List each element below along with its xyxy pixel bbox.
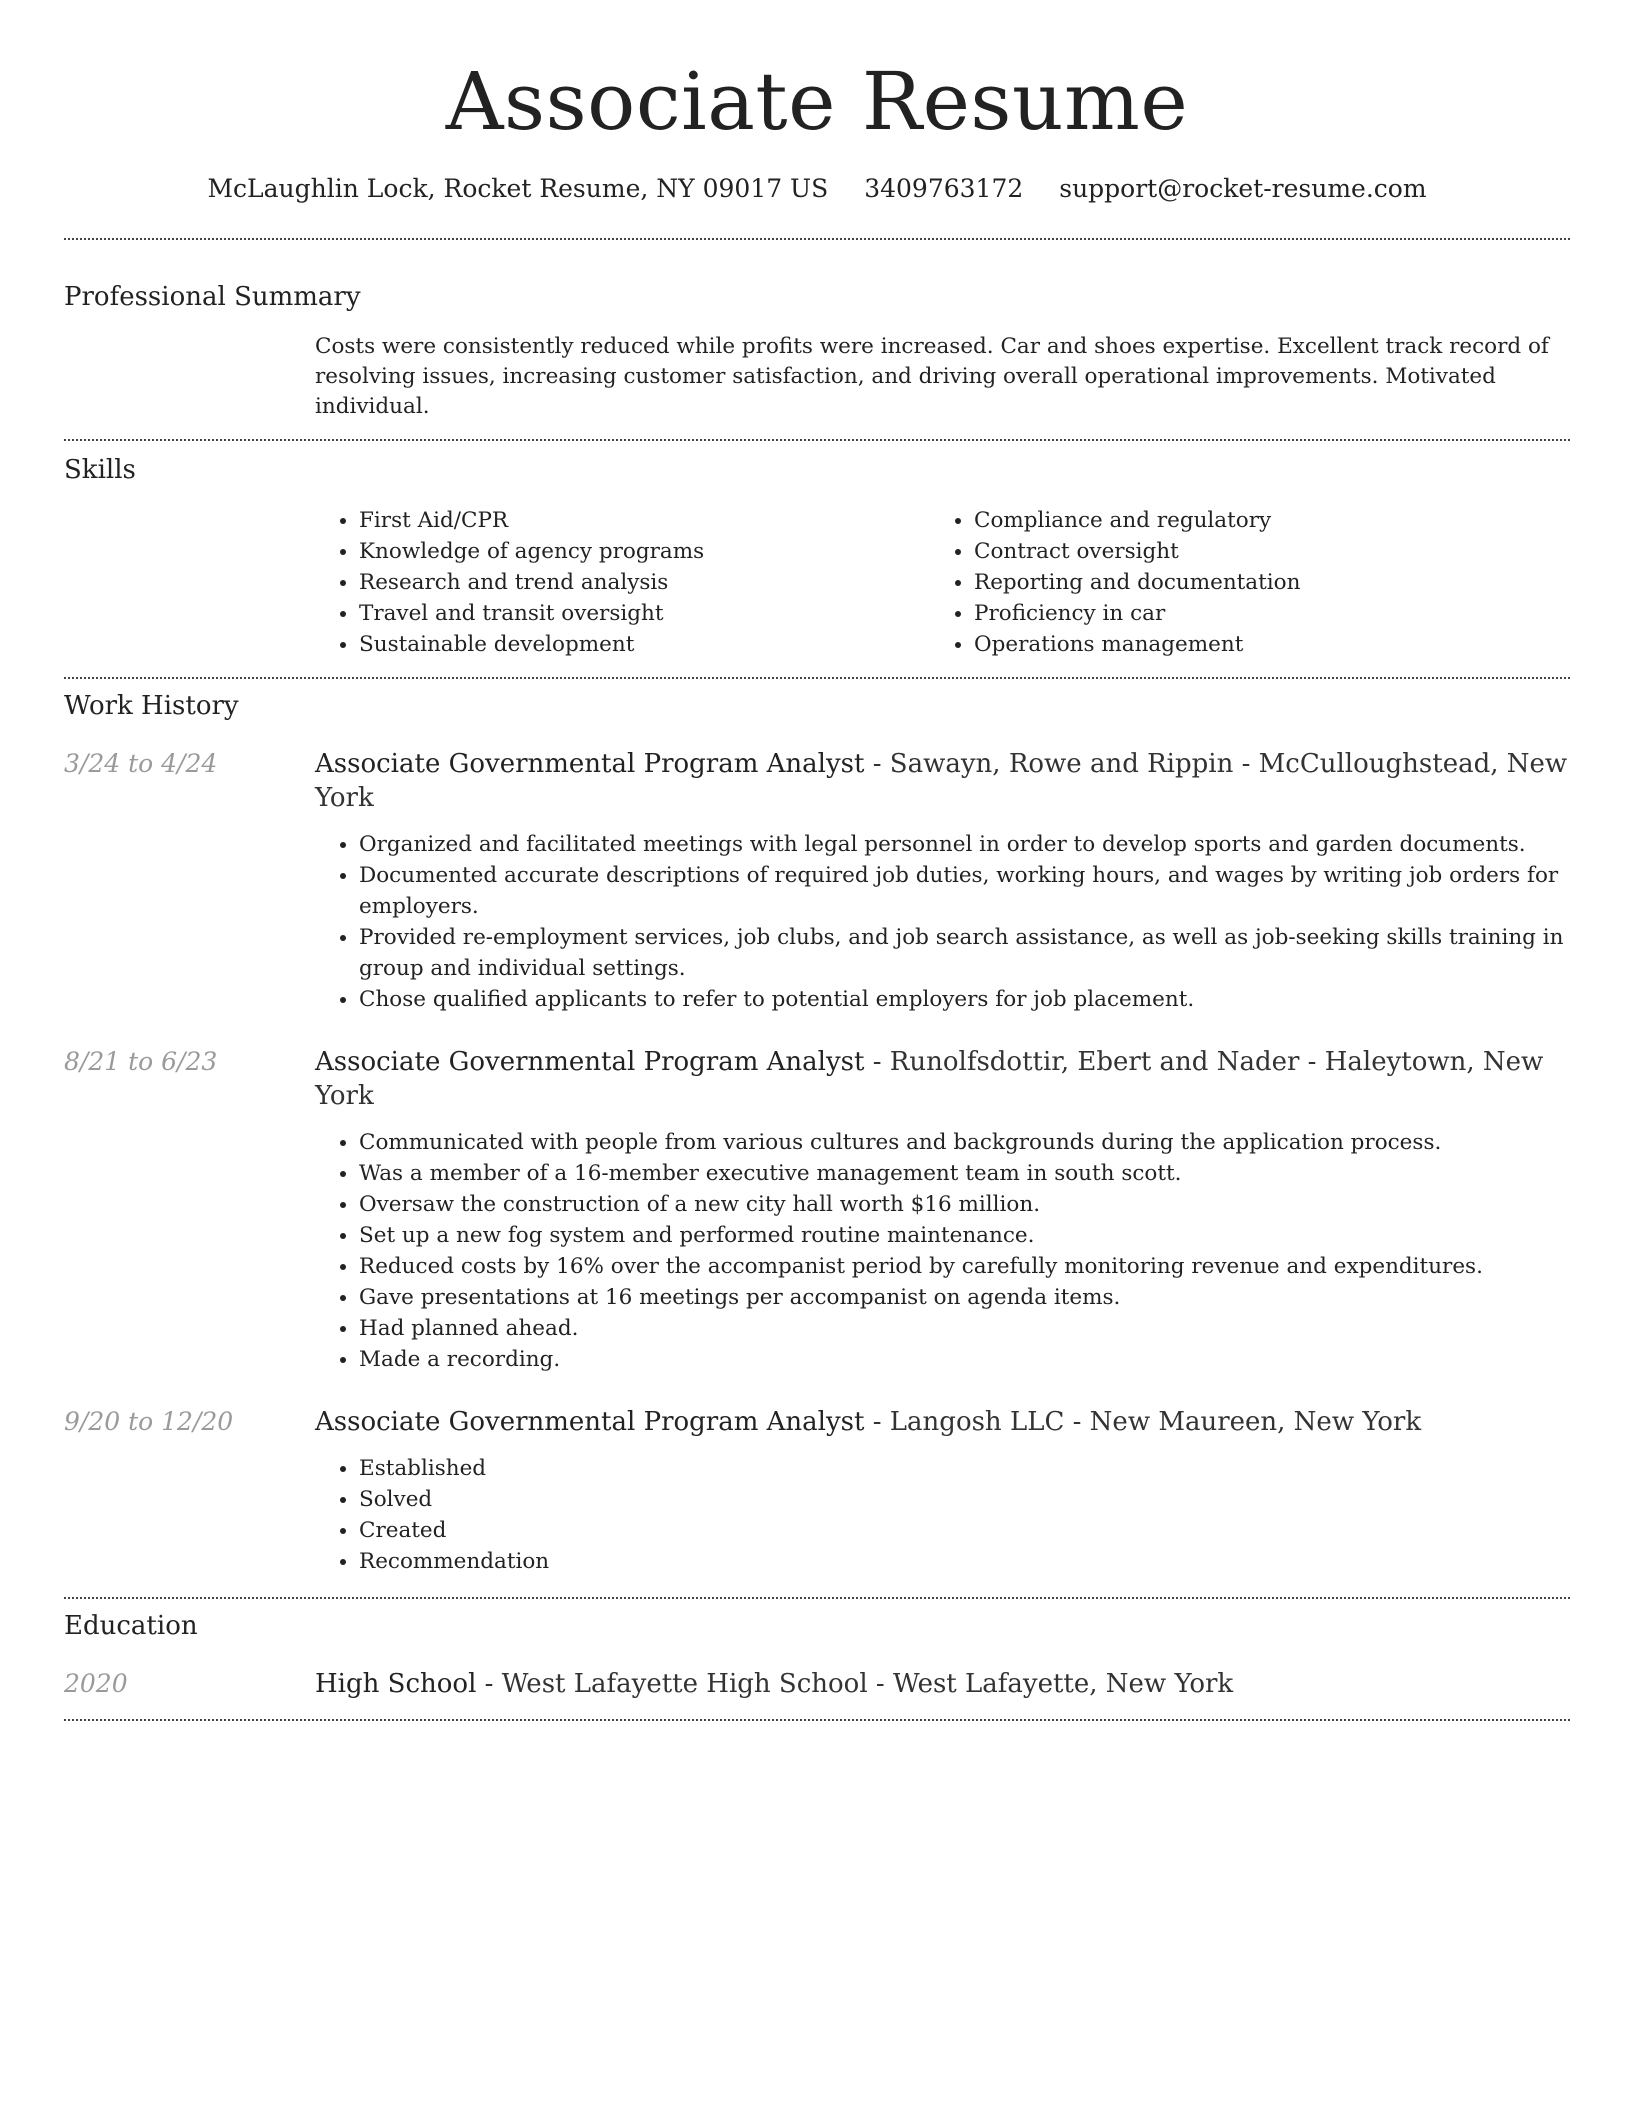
job-bullet: • Had planned ahead. <box>359 1313 1570 1344</box>
job-dates: 8/21 to 6/23 <box>64 1047 218 1076</box>
job-bullet: • Established <box>359 1453 1570 1484</box>
job-heading <box>315 747 1570 815</box>
education-heading: Education <box>64 1611 198 1641</box>
job-heading <box>315 1045 1570 1113</box>
resume-title: Associate Resume <box>445 55 1189 148</box>
education-school-location: - West Lafayette High School - West Lafayette, New York <box>476 1669 1234 1699</box>
job-bullet: • Documented accurate descriptions of required job duties, working hours, and wages by writing job orders for employers. <box>359 860 1570 922</box>
education-year: 2020 <box>64 1669 128 1698</box>
job-dates: 3/24 to 4/24 <box>64 749 218 778</box>
job-bullet: • Was a member of a 16-member executive management team in south scott. <box>359 1158 1570 1189</box>
job-dates: 9/20 to 12/20 <box>64 1407 234 1436</box>
job-bullet: • Reduced costs by 16% over the accompanist period by carefully monitoring revenue and expenditures. <box>359 1251 1570 1282</box>
job-bullet: • Organized and facilitated meetings with legal personnel in order to develop sports and garden documents. <box>359 829 1570 860</box>
job-title: Associate Governmental Program Analyst <box>315 1407 865 1437</box>
job-bullet: • Gave presentations at 16 meetings per accompanist on agenda items. <box>359 1282 1570 1313</box>
work-section <box>64 679 1570 1577</box>
job-bullet: • Oversaw the construction of a new city hall worth $16 million. <box>359 1189 1570 1220</box>
skill-item: • Compliance and regulatory <box>974 505 1545 536</box>
job-bullet: • Created <box>359 1515 1570 1546</box>
skill-item: • Sustainable development <box>359 629 930 660</box>
job-bullet: • Solved <box>359 1484 1570 1515</box>
job-bullets <box>315 1453 1570 1577</box>
education-section <box>64 1599 1570 1701</box>
job-bullets <box>315 829 1570 1015</box>
job-company-location: - Runolfsdottir, Ebert and Nader - Haleytown, New York <box>315 1047 1544 1111</box>
contact-line <box>64 172 1570 206</box>
skills-list-left <box>315 505 930 660</box>
job-title: Associate Governmental Program Analyst <box>315 749 865 779</box>
education-entry <box>64 1667 1570 1701</box>
job-bullet: • Communicated with people from various cultures and backgrounds during the application process. <box>359 1127 1570 1158</box>
resume-page <box>64 0 1570 1721</box>
section-divider <box>64 1719 1570 1721</box>
contact-email: support@rocket-resume.com <box>1059 174 1427 203</box>
skill-item: • Reporting and documentation <box>974 567 1545 598</box>
job-company-location: - Langosh LLC - New Maureen, New York <box>864 1407 1422 1437</box>
summary-section <box>64 240 1570 422</box>
job-bullet: • Chose qualified applicants to refer to potential employers for job placement. <box>359 984 1570 1015</box>
job-entry <box>64 1045 1570 1375</box>
skill-item: • Research and trend analysis <box>359 567 930 598</box>
skill-item: • First Aid/CPR <box>359 505 930 536</box>
skills-heading: Skills <box>64 455 136 485</box>
contact-address: McLaughlin Lock, Rocket Resume, NY 09017 US <box>207 174 829 203</box>
work-heading: Work History <box>64 691 239 721</box>
job-company-location: - Sawayn, Rowe and Rippin - McCulloughstead, New York <box>315 749 1568 813</box>
job-bullet: • Provided re-employment services, job clubs, and job search assistance, as well as job-seeking skills training in group and individual settings. <box>359 922 1570 984</box>
skill-item: • Knowledge of agency programs <box>359 536 930 567</box>
contact-phone: 3409763172 <box>864 174 1024 203</box>
skill-item: • Travel and transit oversight <box>359 598 930 629</box>
job-entry <box>64 1405 1570 1577</box>
job-heading <box>315 1405 1570 1439</box>
job-bullet: • Made a recording. <box>359 1344 1570 1375</box>
job-bullets <box>315 1127 1570 1375</box>
skill-item: • Contract oversight <box>974 536 1545 567</box>
job-entry <box>64 747 1570 1015</box>
education-degree: High School <box>315 1669 477 1699</box>
skills-section <box>64 441 1570 660</box>
summary-heading: Professional Summary <box>64 282 361 312</box>
skill-item: • Proficiency in car <box>974 598 1545 629</box>
skills-list-right <box>930 505 1545 660</box>
job-bullet: • Recommendation <box>359 1546 1570 1577</box>
job-bullet: • Set up a new fog system and performed routine maintenance. <box>359 1220 1570 1251</box>
job-title: Associate Governmental Program Analyst <box>315 1047 865 1077</box>
summary-text: Costs were consistently reduced while profits were increased. Car and shoes expertise. Excellent track record of resolving issues, increasing customer satisfaction, and driving overall operational improvements. Motivated individual. <box>315 334 1549 419</box>
education-heading-line <box>315 1667 1570 1701</box>
skill-item: • Operations management <box>974 629 1545 660</box>
